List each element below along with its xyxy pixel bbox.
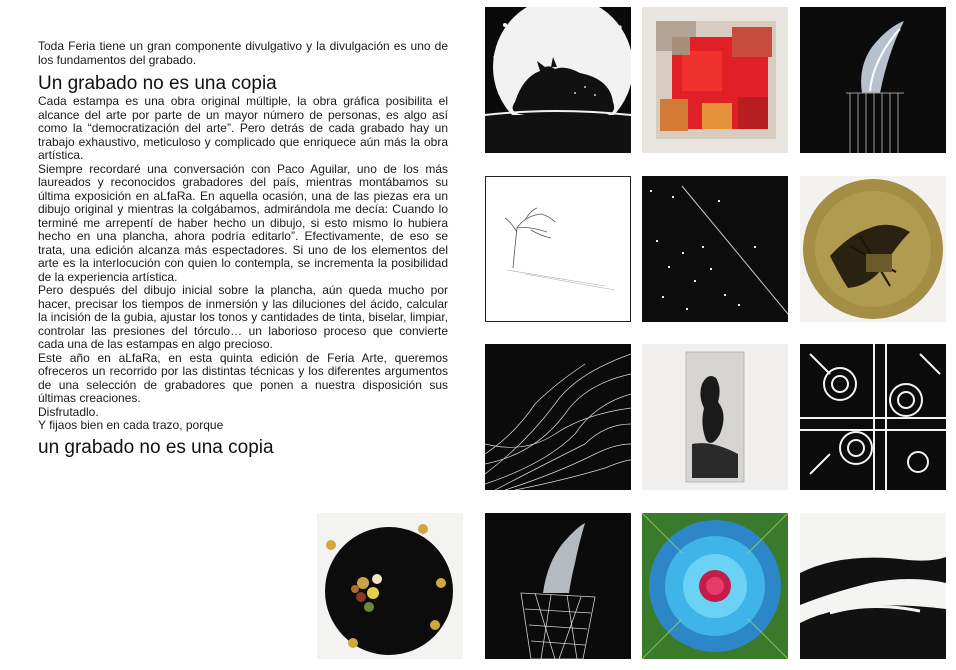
body-paragraph: Siempre recordaré una conversación con Paco Aguilar, uno de los más laureados y reconocidos grabadores del país, mientras montábamos su última exposición en aLfaRa. En aquella ocasión, una de las piezas era un dibujo original y mientras la colgábamos, admirándola me decía: Cuando lo terminé me arrepentí de haber hecho un dibujo, si esto mismo lo hubiera hecho en una plancha, ahora podría editarlo”. Efectivamente, de eso se trata, una edición alcanza más espectadores. Si uno de los elementos del arte es la interlocución con quien lo contempla, se incrementa la posibilidad de la experiencia artística. xyxy=(38,161,448,284)
artwork-blue-burst xyxy=(642,513,788,659)
artwork-dark-dots-line xyxy=(642,176,788,322)
artwork-tangled-lines xyxy=(485,344,631,490)
article-heading: Un grabado no es una copia xyxy=(38,73,277,94)
artwork-white-flame xyxy=(800,7,946,153)
body-paragraph: Pero después del dibujo inicial sobre la plancha, aún queda mucho por hacer, precisar los tiempos de inmersión y las diluciones del ácido, calcular la incisión de la gubia, ajustar los tonos y cantidades de tinta, biselar, limpiar, controlar las presiones del tórculo… un laborioso proceso que convierte cada una de las estampas en algo precioso. xyxy=(38,283,448,351)
intro-paragraph: Toda Feria tiene un gran componente divulgativo y la divulgación es uno de los fundamentos del grabado. xyxy=(38,39,448,67)
artwork-tree-sketch xyxy=(485,176,631,322)
closing-heading: un grabado no es una copia xyxy=(38,436,274,458)
body-paragraph: Cada estampa es una obra original múltiple, la obra gráfica posibilita el alcance del arte por parte de un mayor número de personas, es algo así como la “democratización del arte”. Pero detrás de cada grabado hay un trabajo exhaustivo, meticuloso y complicado que enriquece aún más la obra artística. xyxy=(38,94,448,162)
artwork-flame-net xyxy=(485,513,631,659)
body-paragraph: Disfrutadlo. xyxy=(38,404,99,419)
artwork-bronze-circle xyxy=(800,176,946,322)
body-paragraph: Este año en aLfaRa, en esta quinta edición de Feria Arte, queremos ofreceros un recorrido por las distintas técnicas y los diferentes argumentos de una selección de grabadores que ponen a nuestra disposición sus últimas creaciones. xyxy=(38,350,448,405)
artwork-cat-moon xyxy=(485,7,631,153)
body-paragraph: Y fijaos bien en cada trazo, porque xyxy=(38,418,224,432)
artwork-etching-figure xyxy=(642,344,788,490)
artwork-black-brush xyxy=(800,513,946,659)
article-text xyxy=(38,40,448,459)
artwork-red-squares xyxy=(642,7,788,153)
artwork-bw-pattern xyxy=(800,344,946,490)
artwork-circle-objects xyxy=(317,513,463,659)
